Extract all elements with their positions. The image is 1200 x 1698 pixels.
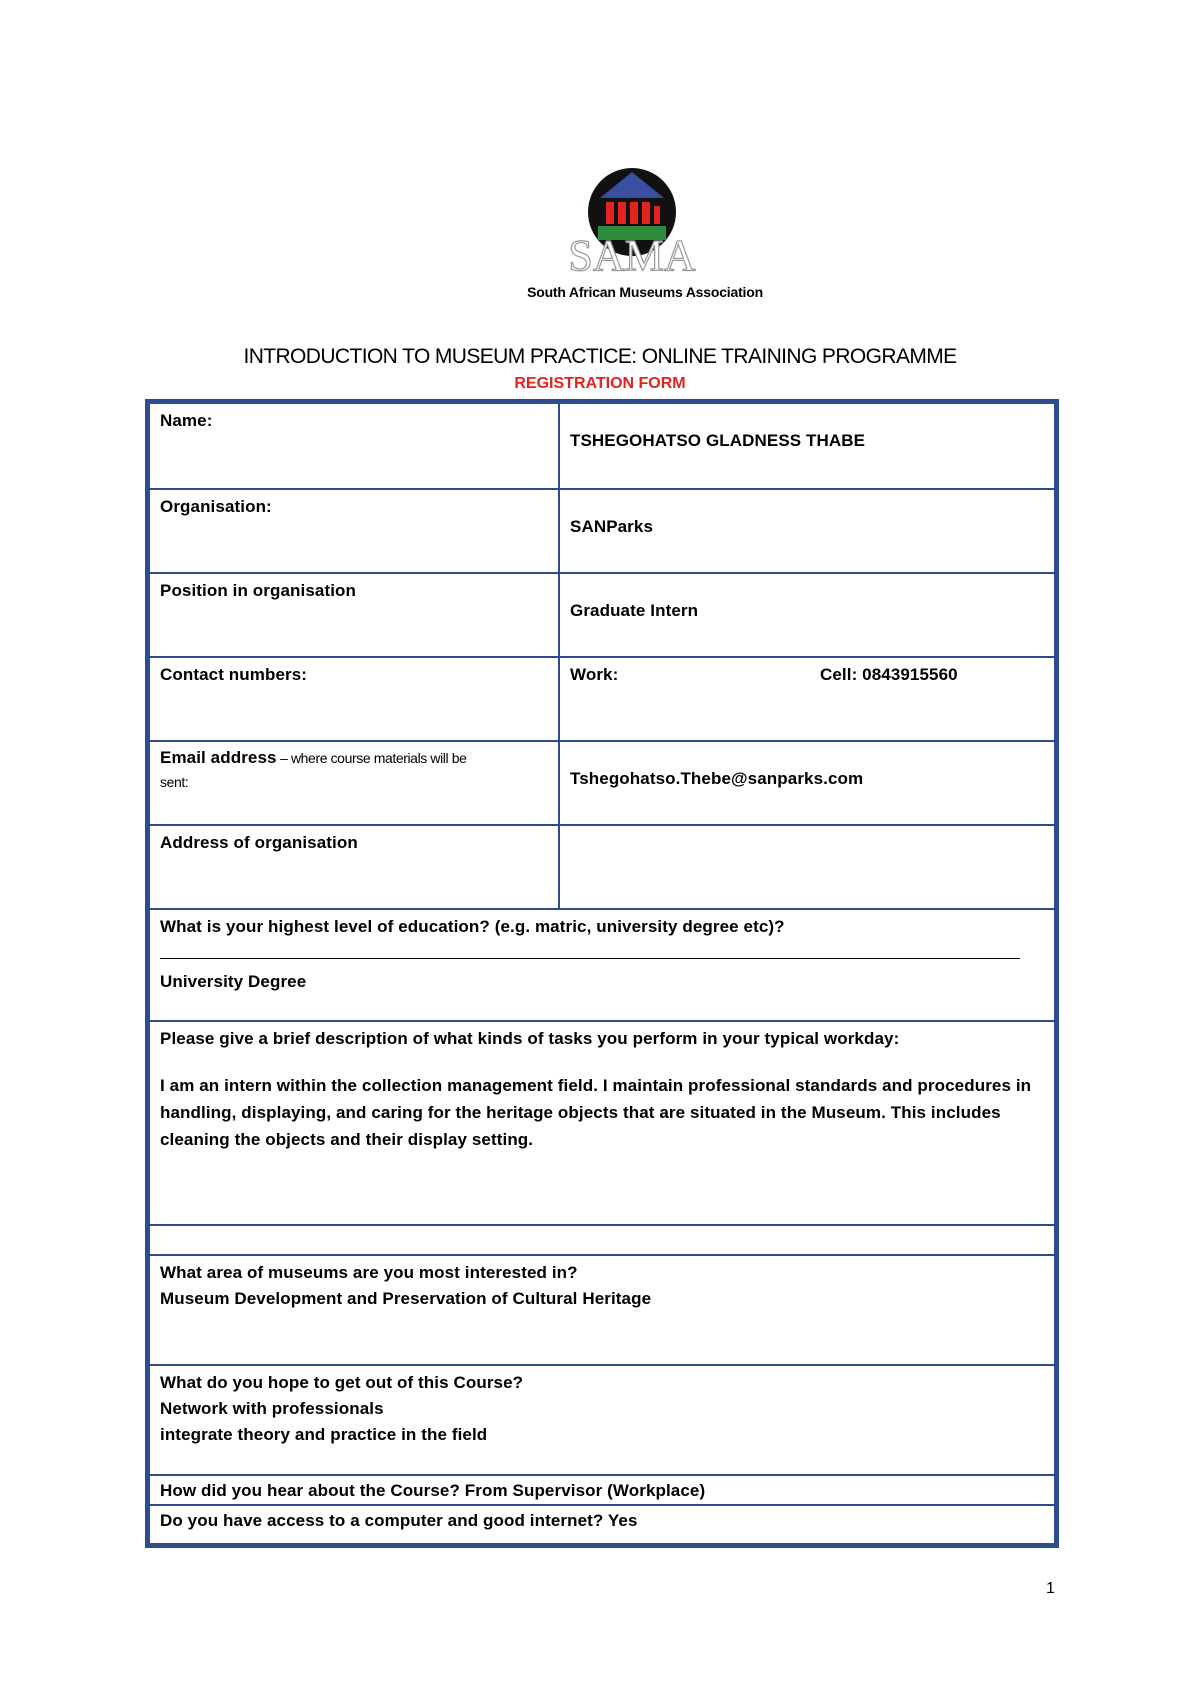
empty-row	[148, 1224, 1056, 1256]
hear-line: How did you hear about the Course? From Supervisor (Workplace)	[160, 1481, 706, 1500]
hope-cell[interactable]	[148, 1364, 1056, 1476]
registration-form	[145, 399, 1059, 1548]
name-label-cell	[148, 402, 560, 490]
contact-label-cell	[148, 656, 560, 742]
email-label-cell	[148, 740, 560, 826]
education-answer: University Degree	[160, 972, 307, 991]
name-value-cell[interactable]	[558, 402, 1056, 490]
hope-answer: Network with professionals	[160, 1399, 384, 1418]
logo-text: SAMA	[568, 231, 696, 280]
position-value-cell[interactable]	[558, 572, 1056, 658]
interest-question: What area of museums are you most interested in?	[160, 1263, 578, 1282]
tasks-answer: I am an intern within the collection management field. I maintain professional standards and procedures in handling, displaying, and caring for the heritage objects that are situated in the Museum. This includes cleaning the objects and their display setting.	[160, 1076, 1032, 1149]
organisation-label: Organisation:	[160, 497, 272, 516]
position-value: Graduate Intern	[570, 601, 699, 620]
email-note: – where course materials will be	[276, 750, 467, 766]
education-divider	[160, 946, 1020, 959]
address-label-cell	[148, 824, 560, 910]
contact-label: Contact numbers:	[160, 665, 308, 684]
tasks-question: Please give a brief description of what kinds of tasks you perform in your typical workday:	[160, 1029, 900, 1048]
hope-question: What do you hope to get out of this Course?	[160, 1373, 524, 1392]
email-value-cell[interactable]	[558, 740, 1056, 826]
cell-number: Cell: 0843915560	[820, 665, 958, 684]
hear-cell[interactable]	[148, 1474, 1056, 1506]
page-number: 1	[1046, 1580, 1055, 1597]
interest-answer: Museum Development and Preservation of Cultural Heritage	[160, 1289, 652, 1308]
education-cell[interactable]	[148, 908, 1056, 1022]
interest-cell[interactable]	[148, 1254, 1056, 1366]
page-subtitle: REGISTRATION FORM	[514, 375, 686, 392]
organisation-value: SANParks	[570, 517, 654, 536]
name-value: TSHEGOHATSO GLADNESS THABE	[570, 431, 866, 450]
hope-answer: integrate theory and practice in the field	[160, 1425, 488, 1444]
email-note-cont: sent:	[160, 774, 189, 790]
organisation-name: South African Museums Association	[527, 284, 763, 300]
page-title: INTRODUCTION TO MUSEUM PRACTICE: ONLINE TRAINING PROGRAMME	[243, 345, 957, 368]
address-value-cell[interactable]	[558, 824, 1056, 910]
organisation-label-cell	[148, 488, 560, 574]
address-label: Address of organisation	[160, 833, 358, 852]
position-label: Position in organisation	[160, 581, 357, 600]
organisation-value-cell[interactable]	[558, 488, 1056, 574]
education-question: What is your highest level of education? (e.g. matric, university degree etc)?	[160, 917, 785, 936]
position-label-cell	[148, 572, 560, 658]
tasks-cell[interactable]	[148, 1020, 1056, 1226]
email-value: Tshegohatso.Thebe@sanparks.com	[570, 769, 864, 788]
contact-value-cell[interactable]	[558, 656, 1056, 742]
work-label: Work:	[570, 665, 619, 684]
access-line: Do you have access to a computer and good internet? Yes	[160, 1511, 638, 1530]
email-label: Email address	[160, 748, 277, 767]
access-cell[interactable]	[148, 1504, 1056, 1545]
name-label: Name:	[160, 411, 213, 430]
